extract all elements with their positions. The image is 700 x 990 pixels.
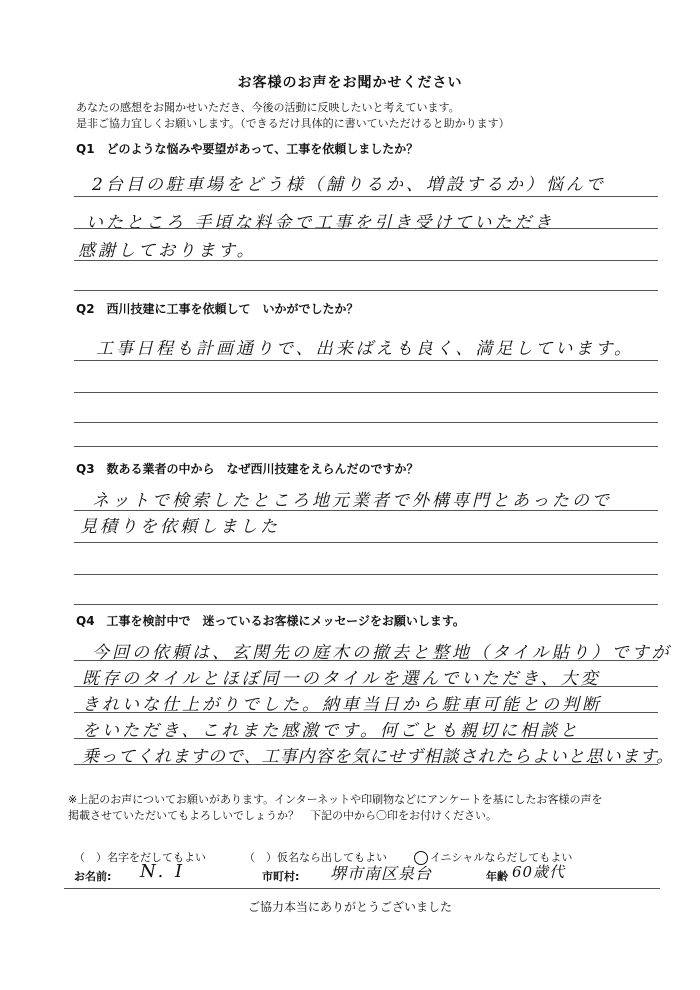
option-surname-label: 名字をだしてもよい: [107, 851, 206, 864]
ruled-line: [74, 686, 658, 687]
consent-note: [68, 792, 668, 824]
q4-label: Q4 工事を検討中で 迷っているお客様にメッセージをお願いします。: [76, 614, 465, 628]
ruled-line: [74, 360, 658, 361]
ruled-line: [74, 422, 658, 423]
q1-answer-line-3: 感謝しております。: [78, 241, 257, 261]
ruled-line: [74, 764, 658, 765]
option-pseudonym-label: 仮名なら出してもよい: [277, 851, 387, 864]
ruled-line: [74, 604, 658, 605]
name-label: お名前:: [74, 870, 112, 883]
ruled-line: [74, 712, 658, 713]
q4-answer-line-2: 既存のタイルとほぼ同一のタイルを選んでいただき、大変: [82, 669, 601, 689]
city-label: 市町村:: [262, 870, 300, 883]
q2-answer-line-1: 工事日程も計画通りで、出来ばえも良く、満足しています。: [96, 339, 634, 359]
option-surname[interactable]: （ ）名字をだしてもよい: [74, 851, 206, 864]
ruled-line: [74, 228, 658, 229]
consent-note-line-1: ※上記のお声についてお願いがあります。インターネットや印刷物などにアンケートを基にしたお客様の声を: [68, 793, 603, 806]
city-value[interactable]: 堺市南区泉台: [330, 864, 433, 883]
q4-answer-line-1: 今回の依頼は、玄関先の庭木の撤去と整地（タイル貼り）ですが: [92, 643, 672, 663]
form-underline: [64, 888, 660, 889]
intro-text: [76, 100, 510, 132]
intro-line-1: あなたの感想をお聞かせいただき、今後の活動に反映したいと考えています。: [76, 101, 460, 114]
thanks-text: ご協力本当にありがとうございました: [247, 900, 452, 914]
ruled-line: [74, 660, 658, 661]
name-value[interactable]: N. I: [140, 861, 186, 882]
q3-label: Q3 数ある業者の中から なぜ西川技建をえらんだのですか？: [76, 462, 419, 476]
ruled-line: [74, 542, 658, 543]
q1-answer-line-2: いたところ 手頃な料金で工事を引き受けていただき: [86, 213, 555, 233]
q4-answer-line-5: 乗ってくれますので、工事内容を気にせず相談されたらよいと思います。: [82, 747, 675, 767]
consent-note-line-2: 掲載させていただいてもよろしいでしょうか？ 下記の中から〇印をお付けください。: [68, 809, 497, 822]
q4-answer-line-3: きれいな仕上がりでした。納車当日から駐車可能との判断: [82, 695, 602, 715]
ruled-line: [74, 738, 658, 739]
age-value[interactable]: 60歳代: [512, 863, 566, 881]
ruled-line: [74, 574, 658, 575]
ruled-line: [74, 510, 658, 511]
ruled-line: [74, 260, 658, 261]
q3-answer-line-2: 見積りを依頼しました: [80, 517, 280, 537]
ruled-line: [74, 392, 658, 393]
ruled-line: [74, 196, 658, 197]
q3-answer-line-1: ネットで検索したところ地元業者で外構専門とあったので: [92, 491, 612, 511]
ruled-line: [74, 290, 658, 291]
q4-answer-line-4: をいただき、これまた感激です。何ごとも親切に相談と: [82, 721, 580, 741]
q2-label: Q2 西川技建に工事を依頼して いかがでしたか？: [76, 302, 359, 316]
intro-line-2: 是非ご協力宜しくお願いします。（できるだけ具体的に書いていただけると助かります）: [76, 117, 510, 130]
page-title: お客様のお声をお聞かせください: [237, 75, 463, 91]
option-initials-label: イニシャルならだしてもよい: [430, 851, 573, 864]
q1-answer-line-1: 2台目の駐車場をどう様（舗りるか、増設するか）悩んで: [92, 175, 606, 195]
option-pseudonym[interactable]: （ ）仮名なら出してもよい: [244, 851, 387, 864]
age-label: 年齢: [486, 870, 508, 883]
q1-label: Q1 どのような悩みや要望があって、工事を依頼しましたか？: [76, 142, 419, 156]
ruled-line: [74, 446, 658, 447]
